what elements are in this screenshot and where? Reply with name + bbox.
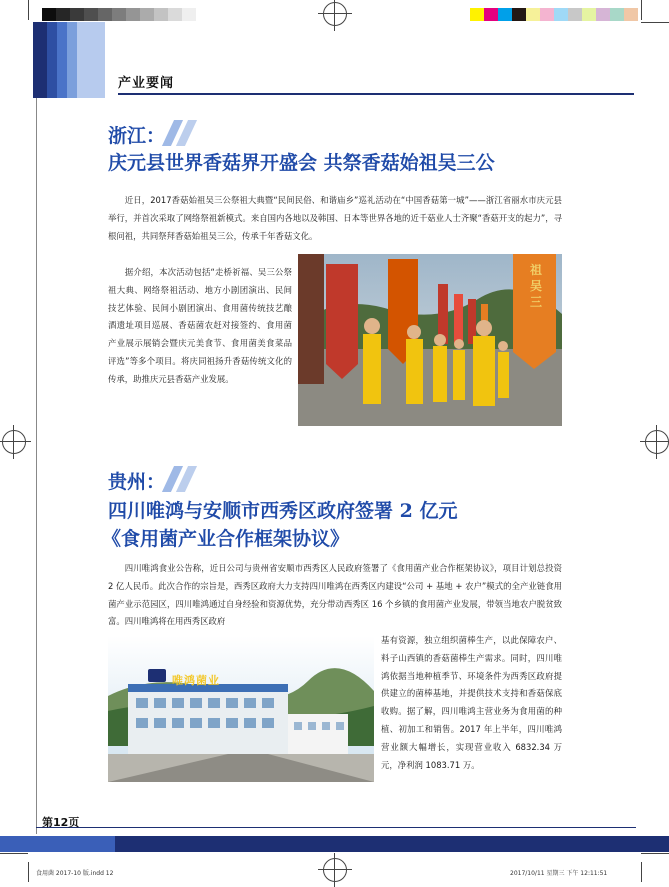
crop-mark (641, 862, 642, 882)
print-slug-left: 食用菌 2017-10 版.indd 12 (36, 870, 114, 877)
article1-region: 浙江： (108, 125, 166, 147)
article2-region: 贵州： (108, 471, 166, 493)
company-logo-icon (148, 669, 166, 682)
margin-line (36, 22, 37, 834)
section-color-bars (0, 22, 105, 98)
article2-paragraph-1: 四川唯鸿食业公告称，近日公司与贵州省安顺市西秀区人民政府签署了《食用菌产业合作框架协议》，项目计划总投资 2 亿人民币。此次合作的宗旨是，西秀区政府大力支持四川唯鸿在西秀区内建设“公司 + 基地 + 农户”模式的全产业链食用菌产业示范园区，四川唯鸿通过自身经验和资源优势，充分带动西秀区 16 个乡镇的食用菌产业发展，带领当地农户脱贫致富。四川唯鸿将在用西秀区政府 (108, 563, 562, 627)
crop-mark (0, 853, 28, 854)
banner-text: 祖吴三 (530, 263, 543, 309)
article2-paragraph-2: 基有资源，独立组织菌棒生产，以此保障农户、料子山西镇的香菇菌棒生产需求。同时，四川唯鸿依据当地种植季节、环境条件为西秀区政府提供建立的菌棒基地，并提供技术支持和香菇保底收购。据了解，四川唯鸿主营业务为食用菌的种植、初加工和销售。2017 年上半年，四川唯鸿营业额大幅增长，实现营业收入 6832.34 万元，净利润 1083.71 万。 (381, 635, 562, 770)
ceremony-photo (298, 254, 562, 426)
registration-mark-icon (2, 430, 26, 454)
registration-mark-icon (323, 2, 347, 26)
color-calibration-strip (470, 8, 638, 21)
article1-paragraph-1: 近日，2017香菇始祖吴三公祭祖大典暨“民间民俗、和谐庙乡”巡礼活动在“中国香菇第一城”——浙江省丽水市庆元县举行，并首次采取了网络祭祖新模式。来自国内各地以及韩国、日本等世界各地的近千菇业人士齐聚“香菇开支的起力”，寻根问祖，共同祭拜香菇始祖吴三公，传承千年香菇文化。 (108, 195, 562, 241)
article1-paragraph-2: 据介绍，本次活动包括“走桥祈福、吴三公祭祖大典、网络祭祖活动、地方小剧团演出、民间技艺体验、民间小剧团演出、食用菌传统技艺酿酒遗址项目巡展、香菇菌农赶对接签约、食用菌产业展示展销会暨庆元美食节、食用菌美食菜品评选”等多个项目。将庆同祖扬升香菇传统文化的传承，助推庆元县香菇产业发展。 (108, 267, 292, 384)
crop-mark (28, 0, 29, 20)
slash-decoration (162, 120, 200, 146)
factory-photo-illustration (108, 636, 374, 782)
slash-decoration (162, 466, 200, 492)
section-divider (118, 93, 634, 95)
registration-mark-icon (323, 858, 347, 882)
article1-headline: 庆元县世界香菇界开盛会 共祭香菇始祖吴三公 (108, 152, 495, 174)
crop-mark (641, 0, 642, 20)
print-slug-right: 2017/10/11 星期三 下午 12:11:51 (510, 870, 608, 877)
grayscale-strip (42, 8, 196, 21)
crop-mark (641, 22, 669, 23)
article2-headline-line1: 四川唯鸿与安顺市西秀区政府签署 2 亿元 (108, 500, 458, 522)
factory-photo (108, 636, 374, 782)
footer-accent (0, 836, 115, 852)
footer-line (36, 827, 636, 828)
registration-mark-icon (645, 430, 669, 454)
crop-mark (28, 862, 29, 882)
crop-mark (641, 853, 669, 854)
article2-headline-line2: 《食用菌产业合作框架协议》 (102, 528, 350, 550)
factory-sign: 唯鸿菌业 (172, 674, 220, 687)
section-label: 产业要闻 (118, 76, 175, 91)
page-number: 第12页 (42, 816, 80, 829)
ceremony-photo-illustration (298, 254, 562, 426)
